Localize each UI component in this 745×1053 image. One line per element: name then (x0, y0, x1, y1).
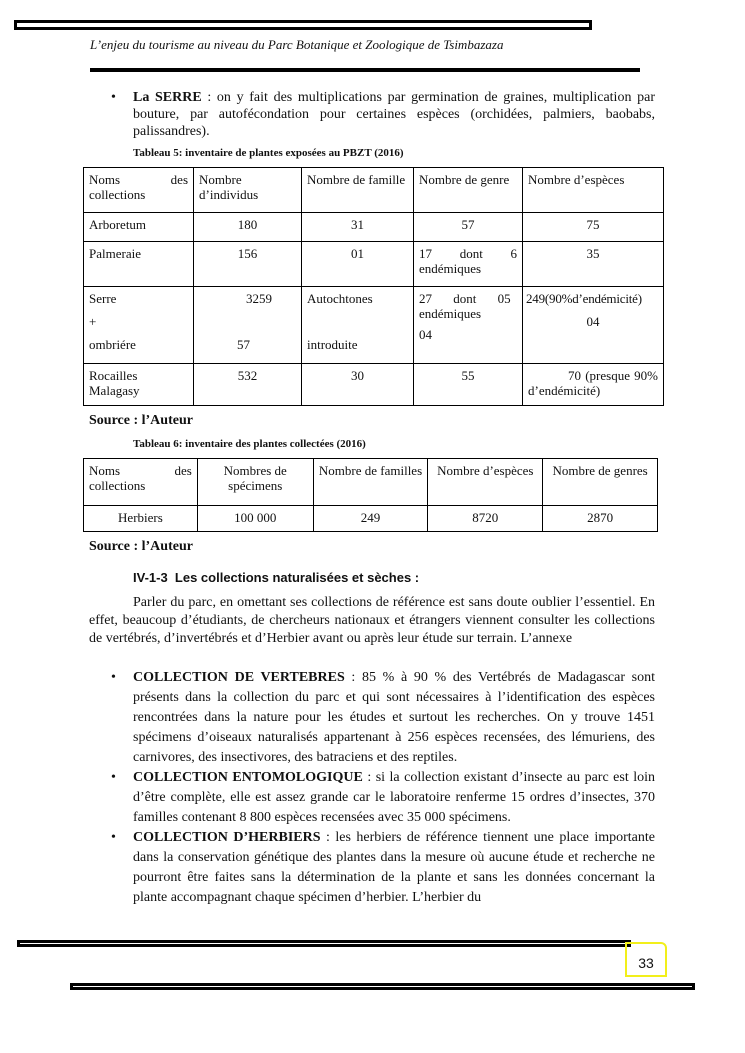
header-cell: Nombre d’individus (194, 168, 302, 213)
cell: Herbiers (84, 506, 198, 532)
bullet-icon: • (111, 770, 116, 785)
bullet-icon: • (111, 830, 116, 845)
cell: 55 (414, 364, 523, 406)
bullet-icon: • (111, 670, 116, 685)
cell: 17 dont 6 endémiques (414, 242, 523, 287)
footer-frame-bar (70, 983, 695, 990)
section-heading: IV-1-3 Les collections naturalisées et sèches : (133, 570, 420, 585)
cell: 30 (302, 364, 414, 406)
source-note: Source : l’Auteur (89, 413, 193, 428)
page-number: 33 (625, 942, 667, 977)
table-header-row (84, 168, 664, 213)
cell: 8720 (428, 506, 543, 532)
bullet-herbiers (111, 828, 655, 908)
cell: 35 (523, 242, 664, 287)
section-paragraph: Parler du parc, en omettant ses collections de référence est sans doute oublier l’essentiel. En effet, beaucoup d’étudiants, de chercheurs nationaux et étrangers viennent consulter les collections de vertébrés, d’invertébrés et d’Herbier avant ou après leur étude sur terrain. L’annexe (89, 595, 655, 646)
table-row (84, 506, 658, 532)
bullet-title: COLLECTION D’HERBIERS (133, 830, 321, 845)
cell (194, 287, 302, 364)
header-cell: Nombre de genres (543, 459, 658, 506)
bullet-text: : les herbiers de référence tiennent une place importante dans la conservation génétique des plantes dans la mesure où aucune étude et recherche ne pourront être faites sans la détermination de la plante et sans les données concernant la plante accompagnant chaque spécimen d’herbier. L’herbier du (133, 830, 655, 905)
bullet-text: : on y fait des multiplications par germination de graines, multiplication par bouture, par autofécondation pour certaines espèces (orchidées, palmiers, baobabs, palissandres). (133, 90, 655, 139)
table-row (84, 364, 664, 406)
cell (302, 287, 414, 364)
bullet-title: La SERRE (133, 90, 202, 105)
cell (84, 287, 194, 364)
header-rule (90, 68, 640, 72)
cell-line: 04 (586, 314, 600, 329)
header-cell: Nombre d’espèces (428, 459, 543, 506)
source-note: Source : l’Auteur (89, 539, 193, 554)
cell-line: Autochtones (307, 291, 373, 306)
table5 (83, 167, 664, 406)
cell: 180 (194, 213, 302, 242)
table-row (84, 287, 664, 364)
header-cell: Nombre de famille (302, 168, 414, 213)
cell: 01 (302, 242, 414, 287)
bullet-title: COLLECTION ENTOMOLOGIQUE (133, 770, 363, 785)
cell: 532 (194, 364, 302, 406)
cell: 70 (presque 90% d’endémicité) (523, 364, 664, 406)
cell (414, 287, 523, 364)
cell-line: 27 dont 05 endémiques (419, 291, 511, 321)
cell-line: Serre (89, 291, 117, 306)
cell-line: 57 (237, 337, 250, 352)
header-cell: Nombre de familles (313, 459, 428, 506)
cell: Arboretum (84, 213, 194, 242)
cell-line: 3259 (246, 291, 272, 306)
bullet-serre (111, 89, 655, 140)
cell: 156 (194, 242, 302, 287)
cell: Rocailles Malagasy (84, 364, 194, 406)
header-cell: Noms des collections (84, 459, 198, 506)
table5-caption: Tableau 5: inventaire de plantes exposées au PBZT (2016) (133, 147, 404, 159)
table-header-row (84, 459, 658, 506)
table-row (84, 213, 664, 242)
cell-line: + (89, 314, 97, 329)
bullet-entomologique (111, 768, 656, 828)
running-header: L’enjeu du tourisme au niveau du Parc Botanique et Zoologique de Tsimbazaza (90, 37, 504, 52)
footer-frame-bar (17, 940, 631, 947)
cell: 249 (313, 506, 428, 532)
bullet-title: COLLECTION DE VERTEBRES (133, 670, 345, 685)
cell: 2870 (543, 506, 658, 532)
cell: 57 (414, 213, 523, 242)
table6 (83, 458, 658, 532)
cell-line: 249(90%d’endémicité) (526, 291, 642, 306)
cell: Palmeraie (84, 242, 194, 287)
header-cell: Noms des collections (84, 168, 194, 213)
table-row (84, 242, 664, 287)
header-cell: Nombres de spécimens (197, 459, 313, 506)
cell: 31 (302, 213, 414, 242)
header-cell: Nombre d’espèces (523, 168, 664, 213)
header-frame-bar (14, 20, 592, 30)
cell-line: introduite (307, 337, 358, 352)
bullet-text: : 85 % à 90 % des Vertébrés de Madagascar sont présents dans la collection du parc et qui sont nécessaires à l’identification des espèces rencontrées dans la nature pour les études et surtout les recherches. On y trouve 1451 spécimens d’oiseaux naturalisés appartenant à 256 espèces recensées, des lémuriens, des carnivores, des insectivores, des batraciens et des reptiles. (133, 670, 655, 765)
cell (523, 287, 664, 364)
table6-caption: Tableau 6: inventaire des plantes collectées (2016) (133, 438, 366, 450)
cell-line: 04 (419, 327, 432, 342)
cell-line: ombriére (89, 337, 136, 352)
cell: 75 (523, 213, 664, 242)
cell: 100 000 (197, 506, 313, 532)
header-cell: Nombre de genre (414, 168, 523, 213)
bullet-vertebres (111, 668, 655, 768)
bullet-icon: • (111, 90, 116, 105)
bullet-text: : si la collection existant d’insecte au parc est loin d’être complète, elle est assez grande car le laboratoire renferme 15 ordres d’insectes, 370 familles contenant 8 800 espèces recensées avec 35 000 spécimens. (133, 770, 656, 825)
